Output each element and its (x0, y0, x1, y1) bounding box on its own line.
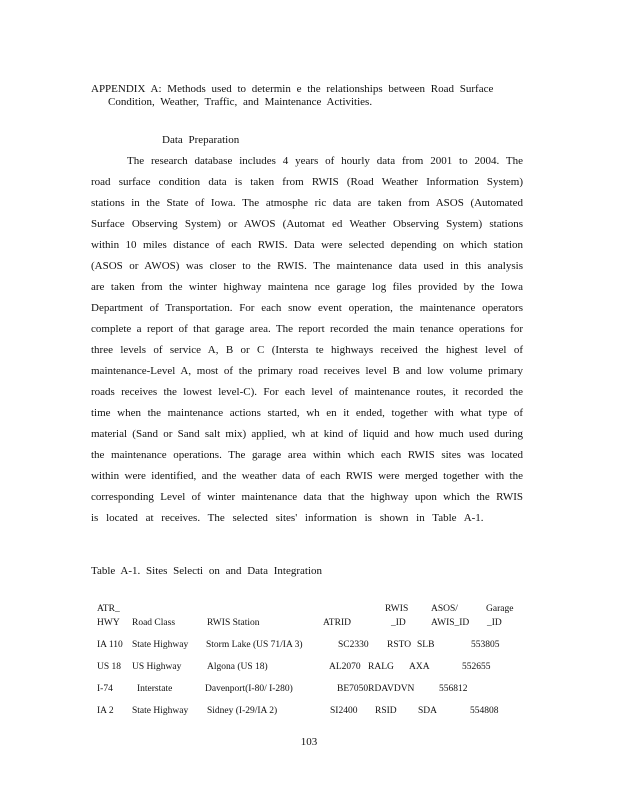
table-cell: Algona (US 18) (207, 662, 268, 672)
table-caption: Table A-1. Sites Selecti on and Data Integration (91, 565, 323, 577)
table-cell: State Highway (132, 706, 189, 716)
paragraph-line: time when the maintenance actions started, wh en it ended, together with what type of (91, 407, 523, 419)
table-cell: US Highway (132, 662, 182, 672)
paragraph-line: within were identified, and the weather data of each RWIS were merged together with the (91, 470, 523, 482)
table-cell: SC2330 (338, 640, 369, 650)
table-header-cell: HWY (97, 618, 120, 628)
paragraph-line: stations in the State of Iowa. The atmosphe ric data are taken from ASOS (Automated (91, 197, 523, 209)
table-header-cell: _ID (391, 618, 406, 628)
page-number: 103 (300, 736, 318, 748)
table-header-cell: RWIS (385, 604, 409, 614)
table-cell: I-74 (97, 684, 113, 694)
section-title: Data Preparation (162, 134, 240, 146)
table-header-cell: _ID (487, 618, 502, 628)
table-cell: IA 110 (97, 640, 123, 650)
paragraph-line: The research database includes 4 years of hourly data from 2001 to 2004. The (127, 155, 523, 167)
table-cell: SDA (418, 706, 438, 716)
paragraph-line: is located at receives. The selected sites' information is shown in Table A-1. (91, 512, 484, 524)
table-header-cell: Road Class (132, 618, 176, 628)
paragraph-line: Department of Transportation. For each snow event operation, the maintenance operators (91, 302, 523, 314)
paragraph-line: material (Sand or Sand salt mix) applied, wh at kind of liquid and how much used during (91, 428, 523, 440)
table-header-cell: ASOS/ (431, 604, 458, 614)
table-header-cell: ATR_ (97, 604, 120, 614)
body-paragraph (91, 152, 523, 530)
paragraph-line: road surface condition data is taken from RWIS (Road Weather Information System) (91, 176, 523, 188)
table-cell: IA 2 (97, 706, 114, 716)
appendix-heading-line-1: APPENDIX A: Methods used to determin e the relationships between Road Surface (91, 83, 494, 95)
table-cell: Sidney (I-29/IA 2) (207, 706, 278, 716)
table-cell: 556812 (439, 684, 468, 694)
table-cell: Davenport(I-80/ I-280) (205, 684, 293, 694)
table-cell: BE7050RDAVDVN (337, 684, 415, 694)
table-header-cell: ATRID (323, 618, 351, 628)
paragraph-line: are taken from the winter highway maintena nce garage log files provided by the Iowa (91, 281, 523, 293)
table-cell: AXA (409, 662, 430, 672)
appendix-heading-line-2: Condition, Weather, Traffic, and Maintenance Activities. (108, 96, 373, 108)
paragraph-line: Surface Observing System) or AWOS (Automat ed Weather Observing System) stations (91, 218, 523, 230)
paragraph-line: roads receives the lowest level-C). For each level of maintenance routes, it recorded the (91, 386, 523, 398)
table-cell: RSID (375, 706, 397, 716)
table-header-cell: RWIS Station (207, 618, 260, 628)
paragraph-line: within 10 miles distance of each RWIS. Data were selected depending on which station (91, 239, 523, 251)
table-cell: 553805 (471, 640, 500, 650)
paragraph-line: the maintenance operations. The garage area within which each RWIS sites was located (91, 449, 523, 461)
table-header-cell: Garage (486, 604, 514, 614)
table-cell: US 18 (97, 662, 122, 672)
table-cell: 554808 (470, 706, 499, 716)
table-cell: Interstate (137, 684, 173, 694)
table-cell: RALG (368, 662, 394, 672)
table-cell: 552655 (462, 662, 491, 672)
paragraph-line: corresponding Level of winter maintenance data that the highway upon which the RWIS (91, 491, 523, 503)
paragraph-line: maintenance-Level A, most of the primary road receives level B and low volume primary (91, 365, 523, 377)
paragraph-line: (ASOS or AWOS) was closer to the RWIS. The maintenance data used in this analysis (91, 260, 523, 272)
table-cell: RSTO (387, 640, 412, 650)
table-cell: AL2070 (329, 662, 361, 672)
paragraph-line: three levels of service A, B or C (Intersta te highways received the highest level of (91, 344, 523, 356)
appendix-heading (91, 83, 531, 109)
paragraph-line: complete a report of that garage area. The report recorded the main tenance operations for (91, 323, 523, 335)
table-cell: Storm Lake (US 71/IA 3) (206, 640, 303, 650)
table-cell: SLB (417, 640, 435, 650)
table-header-cell: AWIS_ID (431, 618, 470, 628)
table-cell: SI2400 (330, 706, 358, 716)
table-cell: State Highway (132, 640, 189, 650)
